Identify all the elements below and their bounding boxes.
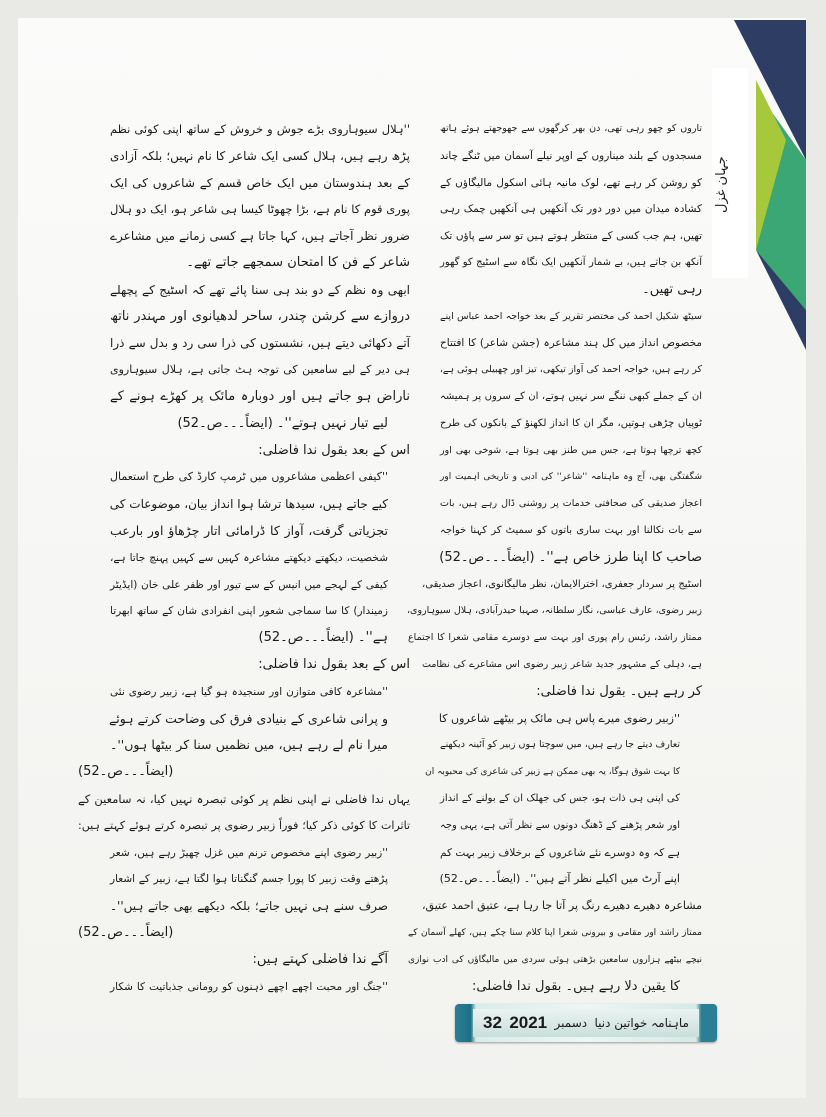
text-line: ''زبیر رضوی میرے پاس ہی مائک پر بیٹھے شاعروں کا: [438, 711, 680, 725]
text-line: اس کے بعد بقول ندا فاضلی:: [258, 656, 410, 672]
text-line: ممتاز راشد، رئیس رام پوری اور بہت سے دوسرے مقامی شعرا کا اجتماع: [408, 632, 702, 644]
text-line: و پرانی شاعری کے بنیادی فرق کی وضاحت کرتے ہوئے: [108, 710, 388, 726]
text-line: کو روشن کر رہے تھے، لوک مانیہ ہائی اسکول مالیگاؤں کے: [440, 176, 702, 189]
text-line: میرا نام لے رہے ہیں، میں نظمیں سنا کر بیٹھا ہوں''۔: [110, 737, 388, 753]
text-line: سے بات نکالنا اور بہت ساری باتوں کو سمیٹ کر کہنا خواجہ: [440, 524, 702, 536]
text-line: تاثرات کا کوئی ذکر کیا؛ فوراً زبیر رضوی پر تبصرہ کرتے ہوئے کہتے ہیں:: [78, 818, 410, 832]
text-line: کر رہے ہیں، خواجہ احمد کی آواز تیکھی، تیز اور چھبیلی ہوئی ہے،: [439, 364, 702, 376]
text-line: اعجاز صدیقی کی صحافتی خدمات پر روشنی ڈال رہے ہیں، بات: [440, 498, 702, 510]
issue-year: 2021: [509, 1013, 548, 1032]
text-line: ''کیفی اعظمی مشاعروں میں ٹرمپ کارڈ کی طرح استعمال: [110, 470, 388, 484]
text-line: زمیندار) کا سا سماجی شعور اپنی انفرادی شان کے ساتھ ابھرتا: [110, 605, 388, 618]
text-line: پوری قوم کا نام ہے، بڑا چھوٹا کیسا ہی شاعر ہو، ایک دو ہلال: [110, 202, 410, 217]
text-line: کچھ ترچھا ہوتا ہے، جس میں طنز بھی ہوتا ہے، شوخی بھی اور: [440, 444, 702, 456]
text-line: ابھی وہ نظم کے دو بند ہی سنا پائے تھے کہ اسٹیج کے پچھلے: [110, 282, 410, 297]
text-line: ''زبیر رضوی اپنے مخصوص ترنم میں غزل چھیڑ رہے ہیں، شعر: [110, 846, 388, 859]
text-line: رہی تھیں۔: [642, 281, 702, 297]
text-line: ہے، دہلی کے مشہور جدید شاعر زبیر رضوی اس مشاعرے کی نظامت: [422, 658, 702, 670]
text-line: لیے تیار نہیں ہوتے''۔ (ایضاً۔۔۔ص۔52): [177, 415, 388, 431]
text-line: پڑھتے وقت زبیر کا پورا جسم گنگناتا ہوا لگتا ہے، زبیر کے اشعار: [110, 873, 388, 886]
magazine-name: ماہنامہ خواتین دنیا: [594, 1016, 689, 1030]
text-line: تجزیاتی گرفت، آواز کا ڈرامائی اتار چڑھاؤ اور بارعب: [110, 522, 388, 538]
text-line: ''ہلال سیوہاروی بڑے جوش و خروش کے ساتھ اپنی کوئی نظم: [110, 122, 410, 136]
right-text-column: [406, 116, 702, 1000]
text-line: تاروں کو چھو رہی تھی، دن بھر کرگھوں سے جھوجھتے ہوئے ہاتھ: [440, 123, 702, 134]
text-line: تھیں، ہم جب کسی کے منتظر ہوتے ہیں تو سر سے پاؤں تک: [440, 230, 702, 243]
text-line: مخصوص انداز میں کل ہند مشاعرہ (جشن شاعر) کا افتتاح: [440, 337, 702, 350]
text-line: کی اپنی ہی ذات ہو، جس کی جھلک ان کے بولنے کے انداز: [440, 792, 680, 804]
text-line: ناراض ہو جاتے ہیں اور دوبارہ مائک پر کھڑے ہونے کے: [110, 388, 410, 404]
text-line: ہی دیر کے لیے سامعین کی توجہ ہٹ جاتی ہے، ہلال سیوہاروی: [110, 363, 410, 377]
text-line: شخصیت، دیکھتے دیکھتے مشاعرہ کہیں سے کہیں پہنچ جاتا ہے،: [110, 551, 388, 564]
text-line: ہے کہ وہ دوسرے نئے شاعروں کے برخلاف زبیر بہت کم: [440, 846, 680, 859]
text-line: آگے ندا فاضلی کہتے ہیں:: [252, 951, 388, 967]
text-line: مسجدوں کے بلند میناروں کے اوپر نیلے آسمان میں ٹنگے چاند: [440, 149, 702, 162]
text-line: کر رہے ہیں۔ بقول ندا فاضلی:: [536, 683, 702, 699]
text-line: مشاعرہ دھیرے دھیرے رنگ پر آتا جا رہا ہے، عتیق احمد عتیق،: [422, 899, 702, 913]
text-line: ہے''۔ (ایضاً۔۔۔ص۔52): [258, 630, 388, 646]
text-line: (ایضاً۔۔۔ص۔52): [78, 924, 174, 940]
text-line: اس کے بعد بقول ندا فاضلی:: [258, 442, 410, 458]
text-line: صرف سنے ہی نہیں جاتے؛ بلکہ دیکھے بھی جاتے ہیں''۔: [110, 899, 388, 914]
text-line: اور شعر پڑھنے کے ڈھنگ دونوں سے نظر آتی ہے، یہی وجہ: [440, 819, 680, 831]
text-line: آتے دکھائی دیتے ہیں، نشستوں کی ذرا سی رد و بدل سے ذرا: [110, 336, 410, 351]
text-line: کیے جاتے ہیں، سیدھا ترشا ہوا انداز بیان، موضوعات کی: [109, 497, 388, 512]
issue-month: دسمبر: [554, 1016, 588, 1030]
text-line: یہاں ندا فاضلی نے اپنی نظم پر کوئی تبصرہ نہیں کیا، نہ سامعین کے: [78, 791, 410, 806]
text-line: ٹوپیاں چڑھی ہوتیں، مگر ان کا انداز لکھنؤ کے بانکوں کی طرح: [440, 417, 702, 429]
text-line: ممتاز راشد اور مقامی و بیرونی شعرا اپنا کلام سنا چکے ہیں، کھلے آسمان کے: [408, 927, 702, 938]
text-line: کشادہ میدان میں دور دور تک آنکھیں ہی آنکھیں چمک رہی: [440, 203, 702, 216]
text-line: کا بہت شوق ہوگا، یہ بھی ممکن ہے زبیر کی شاعری کی محبوبہ ان: [425, 767, 680, 778]
text-line: سیٹھ شکیل احمد کی مختصر تقریر کے بعد خواجہ احمد عباس اپنے: [440, 310, 702, 322]
section-label: جہان غزل: [714, 156, 729, 214]
text-line: شاعر کے فن کا امتحان سمجھے جاتے تھے۔: [186, 254, 410, 270]
text-line: دروازے سے کرشن چندر، ساحر لدھیانوی اور مہندر ناتھ: [110, 308, 410, 324]
text-line: شگفتگی بھی، آج وہ ماہنامہ ''شاعر'' کی ادبی و تاریخی اہمیت اور: [440, 472, 702, 483]
left-text-column: [78, 116, 410, 1000]
text-line: ضرور نظر آجاتے ہیں، کہا جاتا ہے کسی زمانے میں مشاعرے: [110, 229, 410, 244]
text-line: نیچے بیٹھے ہزاروں سامعین بڑھتی ہوئی سردی میں مالیگاؤں کی ادب نوازی: [408, 954, 702, 965]
text-line: کے بعد ہندوستان میں ایک خاص قسم کے شاعروں کی ایک: [110, 175, 410, 190]
text-line: پڑھ رہے ہیں، ہلال کسی ایک شاعر کا نام نہیں؛ بلکہ آزادی: [110, 148, 410, 163]
page-footer: [455, 1004, 717, 1042]
text-line: ''مشاعرہ کافی متوازن اور سنجیدہ ہو گیا ہے، زبیر رضوی نئی: [110, 685, 388, 698]
text-line: آنکھ بن جاتے ہیں، بے شمار آنکھیں ایک نگاہ سے اسٹیج کو گھور: [440, 256, 702, 268]
text-line: اسٹیج پر سردار جعفری، اخترالایمان، نظر مالیگانوی، اعجاز صدیقی،: [422, 578, 702, 590]
text-line: (ایضاً۔۔۔ص۔52): [78, 764, 174, 780]
text-line: اپنے آرٹ میں اکیلے نظر آتے ہیں''۔ (ایضاً۔۔۔ص۔52): [439, 872, 680, 886]
text-line: ان کے جملے کبھی ننگے سر نہیں ہوتے، ان کے سروں پر ہمیشہ: [440, 390, 702, 402]
text-line: تعارف دیتے جا رہے ہیں، میں سوچتا ہوں زبیر کو آئینہ دیکھنے: [440, 739, 680, 751]
page-number: 32: [483, 1013, 502, 1032]
text-line: ''جنگ اور محبت اچھے اچھے ذہنوں کو رومانی جذباتیت کا شکار: [110, 980, 388, 993]
text-line: کیفی کے لہجے میں انیس کے سے تیور اور ظفر علی خان (ایڈیٹر: [110, 578, 388, 591]
text-line: زبیر رضوی، عارف عباسی، نگار سلطانہ، صہبا حیدرآبادی، ہلال سیوہاروی،: [406, 605, 702, 617]
text-line: صاحب کا اپنا طرز خاص ہے''۔ (ایضاً۔۔۔ص۔52): [439, 549, 702, 565]
text-line: کا یقین دلا رہے ہیں۔ بقول ندا فاضلی:: [472, 978, 680, 994]
